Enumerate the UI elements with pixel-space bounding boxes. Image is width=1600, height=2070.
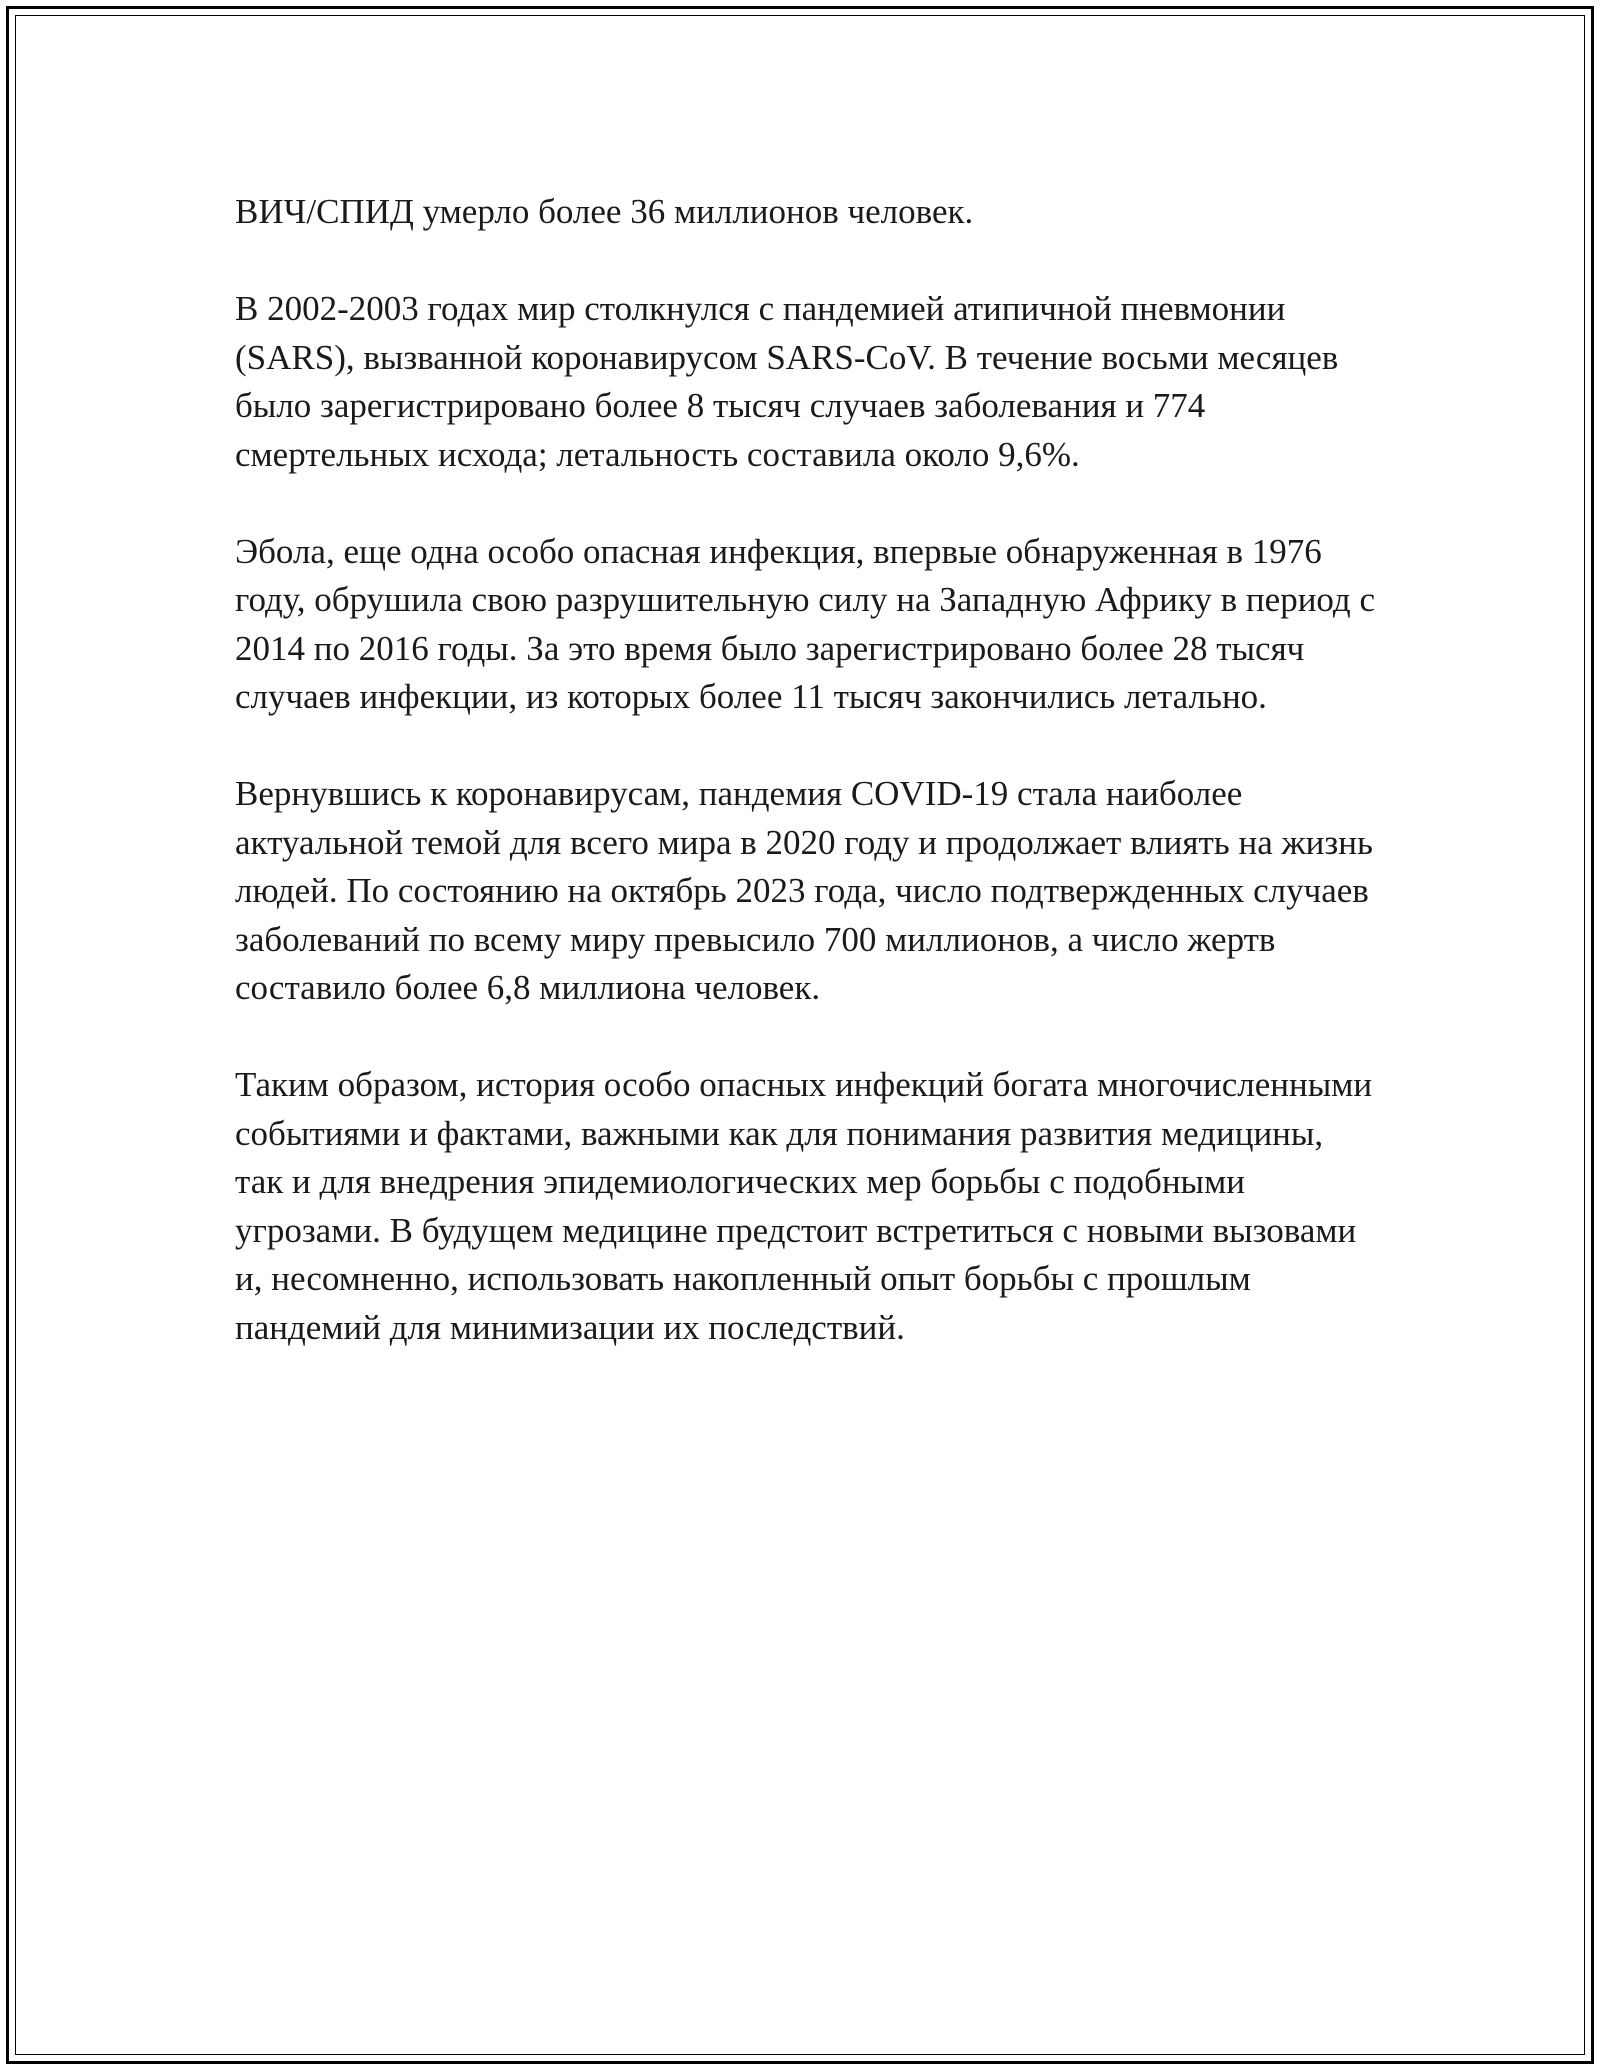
paragraph-sars: В 2002-2003 годах мир столкнулся с пандемией атипичной пневмонии (SARS), вызванной коронавирусом SARS-CoV. В течение восьми месяцев было зарегистрировано более 8 тысяч случаев заболевания и 774 смертельных исхода; летальность составила около 9,6%.	[235, 289, 1339, 474]
paragraph-covid-19: Вернувшись к коронавирусам, пандемия COVID-19 стала наиболее актуальной темой для всего мира в 2020 году и продолжает влиять на жизнь людей. По состоянию на октябрь 2023 года, число подтвержденных случаев заболеваний по всему миру превысило 700 миллионов, а число жертв составило более 6,8 миллиона человек.	[235, 774, 1373, 1007]
paragraph-ebola: Эбола, еще одна особо опасная инфекция, впервые обнаруженная в 1976 году, обрушила свою разрушительную силу на Западную Африку в период с 2014 по 2016 годы. За это время было зарегистрировано более 28 тысяч случаев инфекции, из которых более 11 тысяч закончились летально.	[235, 531, 1376, 716]
paragraph-conclusion: Таким образом, история особо опасных инфекций богата многочисленными событиями и фактами, важными как для понимания развития медицины, так и для внедрения эпидемиологических мер борьбы с подобными угрозами. В будущем медицине предстоит встретиться с новыми вызовами и, несомненно, использовать накопленный опыт борьбы с прошлым пандемий для минимизации их последствий.	[235, 1065, 1373, 1347]
paragraph-hiv-aids: ВИЧ/СПИД умерло более 36 миллионов человек.	[235, 192, 974, 231]
document-body	[235, 188, 1375, 1352]
